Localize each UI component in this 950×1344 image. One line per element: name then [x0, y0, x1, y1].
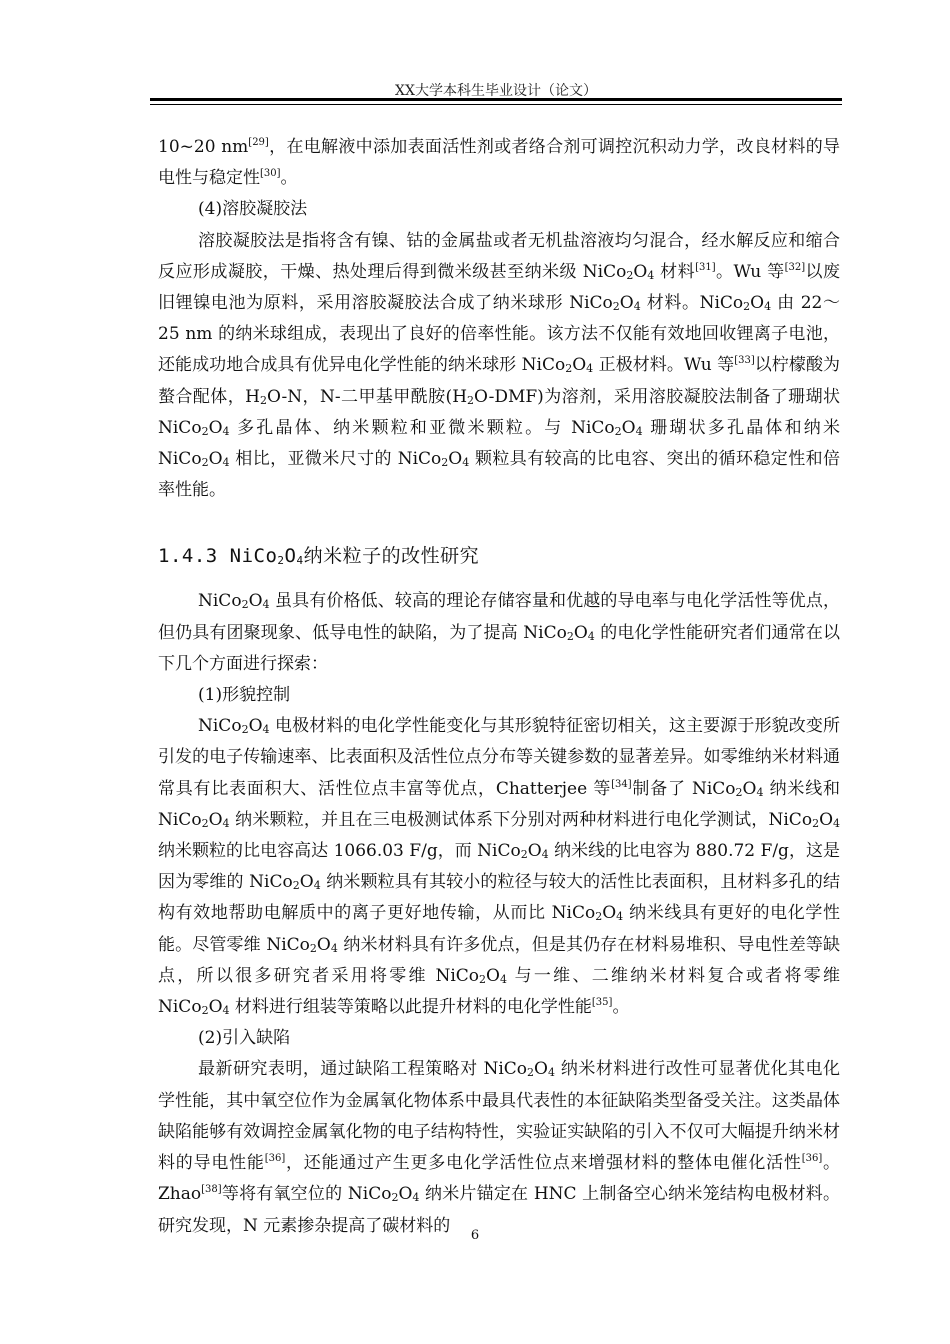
subsection-title: (4)溶胶凝胶法 [198, 199, 308, 220]
header-rule-thin [150, 104, 842, 105]
paragraph: $NiCo_2O_4$ 虽具有价格低、较高的理论存储容量和优越的导电率与电化学活性等优点，但仍具有团聚现象、低导电性的缺陷，为了提高 $NiCo_2O_4$ 的电化学性能研究者们通常在以下几个方面进行探索： [158, 591, 840, 674]
section-heading: 1.4.3 $NiCo_2O_4$纳米粒子的改性研究 [158, 545, 480, 568]
page-header: XX大学本科生毕业设计（论文） [395, 83, 597, 99]
page-number: 6 [470, 1228, 480, 1243]
paragraph: 10~20 nm[29]，在电解液中添加表面活性剂或者络合剂可调控沉积动力学，改良材料的导电性与稳定性[30]。 [158, 137, 841, 189]
subsection-title: (1)形貌控制 [198, 685, 291, 706]
page-body [158, 132, 840, 1242]
paragraph: 最新研究表明，通过缺陷工程策略对 $NiCo_2O_4$ 纳米材料进行改性可显著优化其电化学性能，其中氧空位作为金属氧化物体系中最具代表性的本征缺陷类型备受关注。这类晶体缺陷能够有效调控金属氧化物的电子结构特性，实验证实缺陷的引入不仅可大幅提升纳米材料的导电性能[36]，还能通过产生更多电化学活性位点来增强材料的整体电催化活性[36]。Zhao[38]等将有氧空位的 $NiCo_2O_4$ 纳米片锚定在 HNC 上制备空心纳米笼结构电极材料。研究发现，N 元素掺杂提高了碳材料的 [158, 1059, 841, 1236]
header-rule-thick [150, 98, 842, 101]
paragraph: 溶胶凝胶法是指将含有镍、钴的金属盐或者无机盐溶液均匀混合，经水解反应和缩合反应形成凝胶，干燥、热处理后得到微米级甚至纳米级 $NiCo_2O_4$ 材料[31]。Wu 等[32]以废旧锂镍电池为原料，采用溶胶凝胶法合成了纳米球形 $NiCo_2O_4$ 材料。$NiCo_2O_4$ 由 22～25 nm 的纳米球组成，表现出了良好的倍率性能。该方法不仅能有效地回收锂离子电池，还能成功地合成具有优异电化学性能的纳米球形 $NiCo_2O_4$ 正极材料。Wu 等[33]以柠檬酸为螯合配体，$H_2O-N$，N-二甲基甲酰胺$(H_2O-DMF)$为溶剂，采用溶胶凝胶法制备了珊瑚状 $NiCo_2O_4$ 多孔晶体、纳米颗粒和亚微米颗粒。与 $NiCo_2O_4$ 珊瑚状多孔晶体和纳米 $NiCo_2O_4$ 相比，亚微米尺寸的 $NiCo_2O_4$ 颗粒具有较高的比电容、突出的循环稳定性和倍率性能。 [158, 230, 841, 501]
subsection-title: (2)引入缺陷 [198, 1028, 291, 1049]
paragraph: $NiCo_2O_4$ 电极材料的电化学性能变化与其形貌特征密切相关，这主要源于形貌改变所引发的电子传输速率、比表面积及活性位点分布等关键参数的显著差异。如零维纳米材料通常具有比表面积大、活性位点丰富等优点，Chatterjee 等[34]制备了 $NiCo_2O_4$ 纳米线和 $NiCo_2O_4$ 纳米颗粒，并且在三电极测试体系下分别对两种材料进行电化学测试，$NiCo_2O_4$ 纳米颗粒的比电容高达 1066.03 F/g，而 $NiCo_2O_4$ 纳米线的比电容为 880.72 F/g，这是因为零维的 $NiCo_2O_4$ 纳米颗粒具有其较小的粒径与较大的活性比表面积，且材料多孔的结构有效地帮助电解质中的离子更好地传输，从而比 $NiCo_2O_4$ 纳米线具有更好的电化学性能。尽管零维 $NiCo_2O_4$ 纳米材料具有许多优点，但是其仍存在材料易堆积、导电性差等缺点，所以很多研究者采用将零维 $NiCo_2O_4$ 与一维、二维纳米材料复合或者将零维 $NiCo_2O_4$ 材料进行组装等策略以此提升材料的电化学性能[35]。 [158, 716, 840, 1018]
